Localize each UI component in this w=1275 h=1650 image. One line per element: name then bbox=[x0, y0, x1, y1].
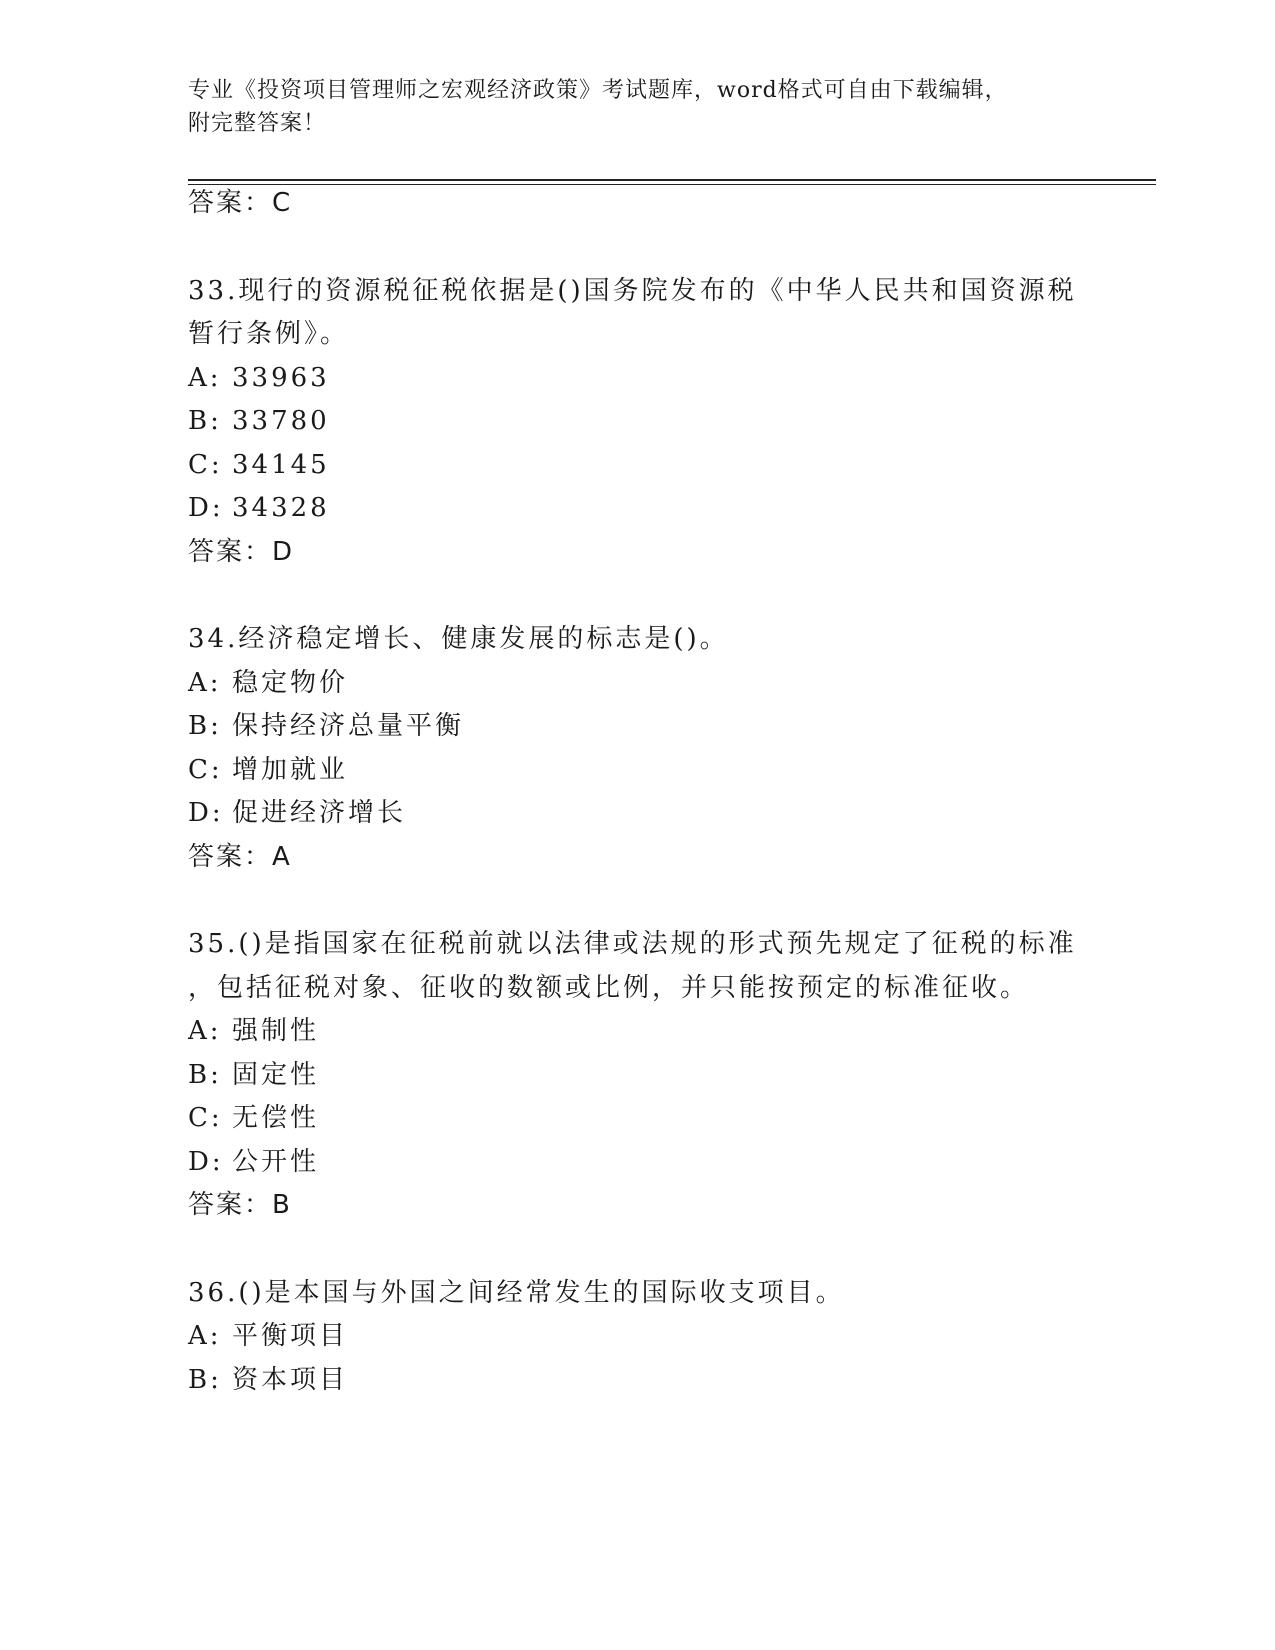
option-key: B: bbox=[188, 1059, 222, 1090]
option-key: D: bbox=[188, 798, 224, 828]
option-text: 稳定物价 bbox=[232, 667, 349, 698]
answer-value: C bbox=[272, 188, 293, 218]
option-c bbox=[188, 753, 348, 787]
answer-line bbox=[188, 186, 292, 220]
option-text: 公开性 bbox=[232, 1146, 320, 1177]
option-d bbox=[188, 491, 330, 525]
question-text-line: 33.现行的资源税征税依据是()国务院发布的《中华人民共和国资源税 bbox=[188, 275, 1077, 306]
option-text: 固定性 bbox=[232, 1059, 320, 1090]
option-key: C: bbox=[188, 449, 223, 480]
document-header bbox=[188, 74, 1088, 140]
option-a bbox=[188, 666, 348, 700]
option-text: 34145 bbox=[232, 449, 330, 480]
option-text: 平衡项目 bbox=[232, 1321, 349, 1351]
option-text: 33780 bbox=[232, 406, 330, 436]
option-text: 34328 bbox=[232, 493, 330, 523]
option-key: A: bbox=[188, 362, 222, 393]
option-key: A: bbox=[188, 1321, 222, 1351]
option-d bbox=[188, 1145, 319, 1179]
option-text: 促进经济增长 bbox=[232, 798, 407, 828]
option-text: 保持经济总量平衡 bbox=[232, 711, 465, 741]
option-b bbox=[188, 709, 464, 743]
answer-line bbox=[188, 535, 294, 569]
option-text: 增加就业 bbox=[232, 754, 349, 785]
option-key: B: bbox=[188, 1364, 222, 1395]
answer-label: 答案： bbox=[188, 841, 273, 872]
header-divider-thick bbox=[188, 179, 1156, 181]
option-key: C: bbox=[188, 754, 223, 785]
answer-value: D bbox=[272, 536, 295, 567]
option-a bbox=[188, 1014, 319, 1048]
answer-line bbox=[188, 1188, 292, 1222]
header-line-2: 附完整答案！ bbox=[188, 111, 327, 136]
answer-value: B bbox=[272, 1190, 292, 1220]
answer-label: 答案： bbox=[188, 536, 273, 567]
question-text-line: 35.()是指国家在征税前就以法律或法规的形式预先规定了征税的标准 bbox=[188, 929, 1077, 959]
answer-label: 答案： bbox=[188, 188, 273, 218]
option-b bbox=[188, 404, 330, 438]
option-d bbox=[188, 796, 406, 830]
option-key: B: bbox=[188, 711, 222, 741]
option-key: A: bbox=[188, 667, 222, 698]
option-text: 强制性 bbox=[232, 1016, 320, 1046]
option-a bbox=[188, 1319, 348, 1353]
answer-value: A bbox=[272, 841, 292, 872]
option-key: B: bbox=[188, 406, 222, 436]
option-b bbox=[188, 1058, 319, 1092]
question-text-line: 36.()是本国与外国之间经常发生的国际收支项目。 bbox=[188, 1277, 845, 1308]
option-b bbox=[188, 1363, 348, 1397]
answer-line bbox=[188, 840, 292, 874]
header-divider-thin bbox=[188, 184, 1156, 185]
option-a bbox=[188, 361, 330, 395]
option-key: A: bbox=[188, 1016, 222, 1046]
question-text-line: ，包括征税对象、征收的数额或比例，并只能按预定的标准征收。 bbox=[188, 972, 1030, 1003]
option-key: D: bbox=[188, 1146, 224, 1177]
question-text-line: 暂行条例》。 bbox=[188, 319, 350, 349]
option-key: C: bbox=[188, 1103, 223, 1133]
answer-label: 答案： bbox=[188, 1190, 273, 1220]
question-text-line: 34.经济稳定增长、健康发展的标志是()。 bbox=[188, 624, 729, 654]
option-text: 无偿性 bbox=[232, 1103, 320, 1133]
option-key: D: bbox=[188, 493, 224, 523]
option-text: 33963 bbox=[232, 362, 330, 393]
option-text: 资本项目 bbox=[232, 1364, 349, 1395]
option-c bbox=[188, 1101, 319, 1135]
header-line-1: 专业《投资项目管理师之宏观经济政策》考试题库，word格式可自由下载编辑， bbox=[188, 78, 1008, 103]
option-c bbox=[188, 448, 330, 482]
